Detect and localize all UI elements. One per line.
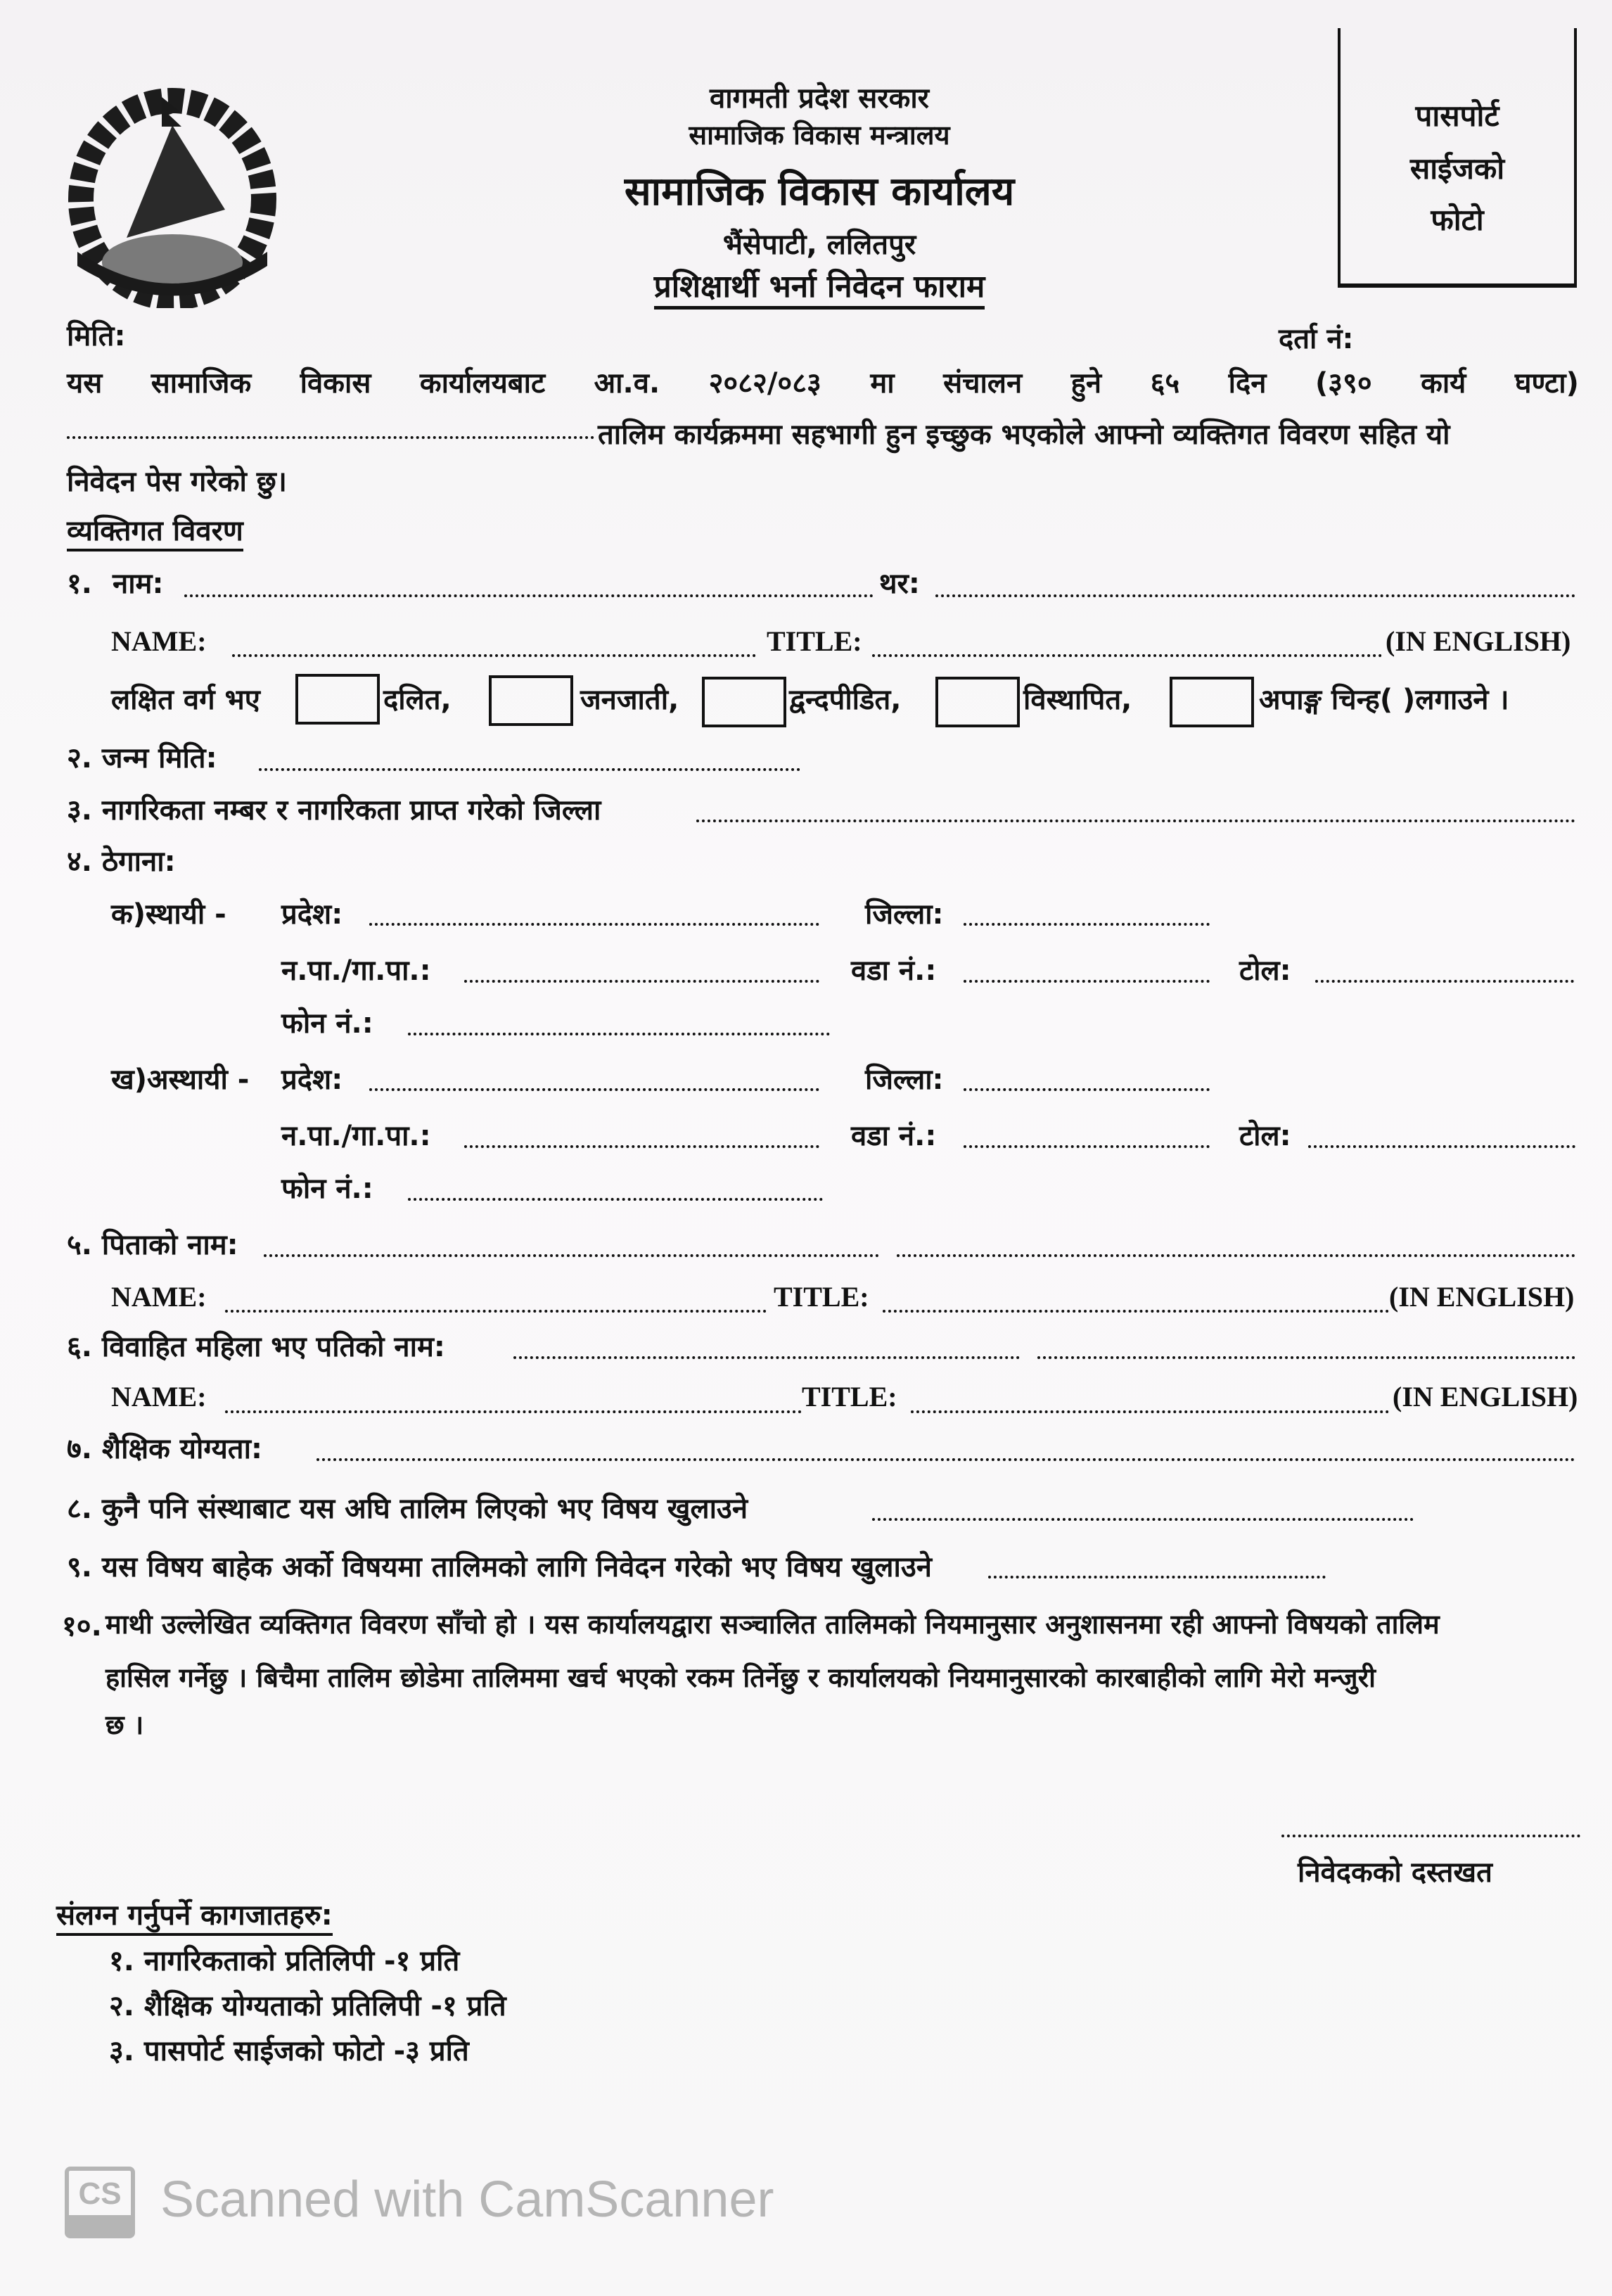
perm-phone-field[interactable] xyxy=(408,1033,830,1035)
intro-word: यस xyxy=(67,367,103,400)
photo-box-line3: फोटो xyxy=(1431,203,1484,237)
declaration-line1: माथी उल्लेखित व्यक्तिगत विवरण साँचो हो । यस कार्यालयद्वारा सञ्चालित तालिमको नियमानुसार अनुशासनमा रही आफ्नो विषयको तालिम xyxy=(105,1609,1440,1640)
target-group-label: लक्षित वर्ग भए xyxy=(111,684,260,716)
education-label: ७. शैक्षिक योग्यता: xyxy=(67,1433,262,1465)
father-name-field[interactable] xyxy=(264,1254,879,1257)
header-ministry: सामाजिक विकास मन्त्रालय xyxy=(689,120,950,151)
section-personal-details: व्यक्तिगत विवरण xyxy=(67,510,243,551)
father-name-english-label: NAME: xyxy=(111,1281,207,1313)
intro-word: आ.व. xyxy=(594,367,660,400)
field-1-number: १. xyxy=(67,568,92,600)
label-disabled: अपाङ्ग चिन्ह( )लगाउने । xyxy=(1259,684,1509,716)
header-office-name: सामाजिक विकास कार्यालय xyxy=(624,169,1015,215)
temp-phone-label: फोन नं.: xyxy=(281,1173,373,1205)
form-title-text: प्रशिक्षार्थी भर्ना निवेदन फाराम xyxy=(654,269,985,310)
perm-municipality-label: न.पा./गा.पा.: xyxy=(281,955,431,987)
other-application-field[interactable] xyxy=(988,1576,1326,1579)
temp-province-field[interactable] xyxy=(369,1088,819,1091)
checkbox-displaced[interactable] xyxy=(935,677,1020,727)
temp-phone-field[interactable] xyxy=(408,1198,823,1201)
temp-province-label: प्रदेश: xyxy=(281,1064,343,1096)
birth-date-field[interactable] xyxy=(259,768,800,771)
other-application-label: ९. यस विषय बाहेक अर्को विषयमा तालिमको लागि निवेदन गरेको भए विषय खुलाउने xyxy=(67,1551,932,1583)
previous-training-field[interactable] xyxy=(872,1518,1414,1521)
attachment-item: २. शैक्षिक योग्यताको प्रतिलिपी -१ प्रति xyxy=(109,1990,506,2022)
husband-name-label: ६. विवाहित महिला भए पतिको नाम: xyxy=(67,1331,445,1363)
citizenship-field[interactable] xyxy=(696,819,1575,822)
temp-district-label: जिल्ला: xyxy=(865,1064,944,1096)
checkbox-disabled[interactable] xyxy=(1170,677,1254,727)
attachment-item: १. नागरिकताको प्रतिलिपी -१ प्रति xyxy=(109,1945,460,1977)
applicant-signature-label: निवेदकको दस्तखत xyxy=(1298,1856,1492,1889)
perm-district-field[interactable] xyxy=(964,923,1210,926)
husband-title-english-label: TITLE: xyxy=(802,1381,897,1412)
camscanner-watermark: Scanned with CamScanner xyxy=(160,2171,774,2228)
first-name-label: नाम: xyxy=(113,568,164,600)
temp-tole-field[interactable] xyxy=(1308,1145,1575,1148)
intro-word: हुने xyxy=(1070,367,1102,400)
perm-district-label: जिल्ला: xyxy=(865,898,944,931)
permanent-address-label: क)स्थायी - xyxy=(111,898,226,931)
intro-word: २०८२/०८३ xyxy=(708,367,821,400)
camscanner-logo-icon: CS xyxy=(65,2167,135,2238)
training-name-field[interactable] xyxy=(67,436,594,439)
perm-ward-label: वडा नं.: xyxy=(851,955,937,987)
checkbox-conflict-affected[interactable] xyxy=(702,677,786,727)
husband-name-english-field[interactable] xyxy=(225,1410,802,1413)
temp-ward-label: वडा नं.: xyxy=(851,1120,937,1152)
husband-name-field[interactable] xyxy=(513,1356,1020,1359)
surname-field[interactable] xyxy=(935,594,1575,597)
birth-date-label: २. जन्म मिति: xyxy=(67,742,217,774)
father-name-label: ५. पिताको नाम: xyxy=(67,1229,238,1261)
declaration-number: १०. xyxy=(62,1610,102,1643)
temp-district-field[interactable] xyxy=(964,1088,1210,1091)
perm-phone-label: फोन नं.: xyxy=(281,1007,373,1040)
label-conflict-affected: द्वन्दपीडित, xyxy=(789,684,902,716)
nepal-government-emblem-icon xyxy=(56,83,288,308)
perm-ward-field[interactable] xyxy=(964,980,1210,983)
intro-line3: निवेदन पेस गरेको छु। xyxy=(67,466,287,498)
perm-municipality-field[interactable] xyxy=(464,980,819,983)
temp-municipality-field[interactable] xyxy=(464,1145,819,1148)
citizenship-label: ३. नागरिकता नम्बर र नागरिकता प्राप्त गरेको जिल्ला xyxy=(67,794,601,827)
husband-in-english-note: (IN ENGLISH) xyxy=(1393,1381,1578,1412)
perm-tole-label: टोल: xyxy=(1239,955,1291,987)
intro-word: संचालन xyxy=(943,367,1023,400)
header-province-government: वागमती प्रदेश सरकार xyxy=(709,82,930,115)
intro-word: कार्य xyxy=(1421,367,1466,400)
husband-title-english-field[interactable] xyxy=(911,1410,1389,1413)
perm-tole-field[interactable] xyxy=(1315,980,1574,983)
label-displaced: विस्थापित, xyxy=(1023,684,1132,716)
intro-word: कार्यालयबाट xyxy=(419,367,546,400)
intro-word: ६५ xyxy=(1150,367,1180,400)
intro-word: सामाजिक xyxy=(151,367,252,400)
intro-word: मा xyxy=(870,367,895,400)
in-english-note: (IN ENGLISH) xyxy=(1386,625,1571,657)
declaration-line3: छ । xyxy=(105,1709,144,1740)
temp-ward-field[interactable] xyxy=(964,1145,1210,1148)
label-janajati: जनजाती, xyxy=(580,684,679,716)
husband-surname-field[interactable] xyxy=(1037,1356,1575,1359)
declaration-line2: हासिल गर्नेछु । बिचैमा तालिम छोडेमा तालिममा खर्च भएको रकम तिर्नेछु र कार्यालयको नियमानुसारको कारबाहीको लागि मेरो मन्जुरी xyxy=(105,1662,1376,1693)
intro-word: घण्टा) xyxy=(1514,367,1579,400)
applicant-signature-field[interactable] xyxy=(1281,1835,1580,1837)
checkbox-janajati[interactable] xyxy=(489,675,573,726)
intro-line1 xyxy=(67,362,1579,401)
surname-label: थर: xyxy=(879,568,920,600)
passport-photo-box xyxy=(1338,28,1577,288)
temp-tole-label: टोल: xyxy=(1239,1120,1291,1152)
education-field[interactable] xyxy=(316,1458,1575,1461)
intro-word: (३९० xyxy=(1314,367,1372,400)
father-title-english-label: TITLE: xyxy=(774,1281,869,1313)
first-name-field[interactable] xyxy=(184,594,874,597)
registration-number-label: दर्ता नं: xyxy=(1279,323,1354,355)
attachments-title: संलग्न गर्नुपर्ने कागजातहरु: xyxy=(56,1894,333,1936)
perm-province-label: प्रदेश: xyxy=(281,898,343,931)
intro-line2: तालिम कार्यक्रममा सहभागी हुन इच्छुक भएकोले आफ्नो व्यक्तिगत विवरण सहित यो xyxy=(598,419,1450,451)
attachment-item: ३. पासपोर्ट साईजको फोटो -३ प्रति xyxy=(109,2035,469,2067)
name-english-label: NAME: xyxy=(111,625,207,657)
address-label: ४. ठेगाना: xyxy=(67,846,176,878)
intro-word: विकास xyxy=(300,367,371,400)
photo-box-line1: पासपोर्ट xyxy=(1415,98,1499,133)
previous-training-label: ८. कुनै पनि संस्थाबाट यस अघि तालिम लिएको भए विषय खुलाउने xyxy=(67,1493,748,1525)
temp-municipality-label: न.पा./गा.पा.: xyxy=(281,1120,431,1152)
father-name-english-field[interactable] xyxy=(225,1310,767,1313)
title-english-field[interactable] xyxy=(872,654,1382,657)
photo-box-line2: साईजको xyxy=(1409,151,1505,186)
perm-province-field[interactable] xyxy=(369,923,819,926)
form-title xyxy=(492,264,1146,306)
father-surname-field[interactable] xyxy=(897,1254,1575,1257)
header-address: भैंसेपाटी, ललितपुर xyxy=(722,229,916,261)
checkbox-dalit[interactable] xyxy=(295,674,380,725)
temporary-address-label: ख)अस्थायी - xyxy=(111,1064,250,1096)
date-label: मिति: xyxy=(67,320,126,352)
name-english-field[interactable] xyxy=(232,654,756,657)
label-dalit: दलित, xyxy=(383,684,452,716)
father-title-english-field[interactable] xyxy=(883,1310,1389,1313)
intro-word: दिन xyxy=(1228,367,1267,400)
husband-name-english-label: NAME: xyxy=(111,1381,207,1412)
father-in-english-note: (IN ENGLISH) xyxy=(1389,1281,1575,1313)
title-english-label: TITLE: xyxy=(767,625,862,657)
